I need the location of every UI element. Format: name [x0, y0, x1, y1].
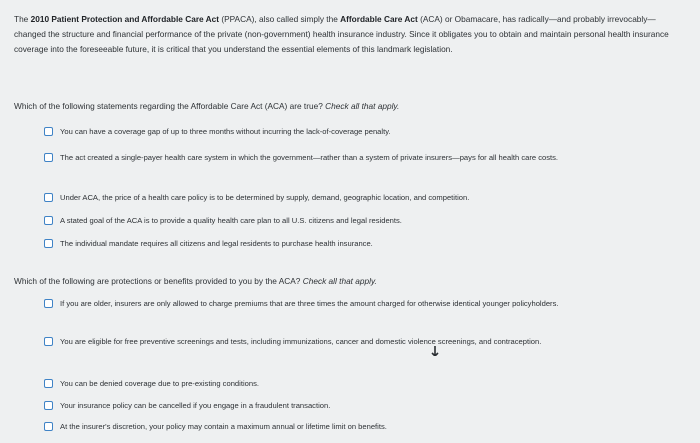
q2-option-5-checkbox[interactable] [44, 422, 53, 431]
q2-option-3-label: You can be denied coverage due to pre-existing conditions. [60, 379, 259, 388]
q2-option-2-checkbox[interactable] [44, 337, 53, 346]
q1-option-4[interactable] [44, 214, 674, 228]
q2-option-1[interactable] [44, 297, 634, 311]
q1-option-5-checkbox[interactable] [44, 239, 53, 248]
q2-option-2-label: You are eligible for free preventive screenings and tests, including immunizations, cancer and domestic violence screenings, and contraception. [60, 337, 542, 346]
q2-option-3[interactable] [44, 377, 674, 391]
q2-option-3-checkbox[interactable] [44, 379, 53, 388]
intro-aca-name: Affordable Care Act [340, 14, 418, 24]
q2-option-5-label: At the insurer's discretion, your policy may contain a maximum annual or lifetime limit on benefits. [60, 422, 387, 431]
question-2-text: Which of the following are protections or benefits provided to you by the ACA? [14, 276, 303, 286]
q2-option-4-checkbox[interactable] [44, 401, 53, 410]
q1-option-2[interactable] [44, 151, 634, 165]
q2-option-4-label: Your insurance policy can be cancelled if you engage in a fraudulent transaction. [60, 401, 331, 410]
mouse-cursor-icon [430, 346, 440, 356]
q1-option-1[interactable] [44, 125, 664, 139]
q1-option-3-checkbox[interactable] [44, 193, 53, 202]
intro-act-name: 2010 Patient Protection and Affordable Care Act [30, 14, 220, 24]
intro-text-2: (PPACA), also called simply the [219, 14, 341, 24]
q1-option-5-label: The individual mandate requires all citizens and legal residents to purchase health insurance. [60, 239, 373, 248]
q2-option-1-checkbox[interactable] [44, 299, 53, 308]
q2-option-1-label: If you are older, insurers are only allowed to charge premiums that are three times the amount charged for otherwise identical younger policyholders. [60, 299, 559, 308]
question-2-instruction: Check all that apply. [302, 276, 377, 286]
intro-text-1: The [14, 14, 31, 24]
intro-text-3: (ACA) or Obamacare, has radically—and probably irrevocably—changed the structure and financial performance of the private (non-government) health insurance industry. Since it obligates you to obtain and maintain personal health insurance coverage into the foreseeable future, it is critical that you understand the essential elements of this landmark legislation. [14, 14, 669, 54]
q2-option-5[interactable] [44, 420, 674, 434]
q2-option-4[interactable] [44, 399, 674, 413]
question-1-instruction: Check all that apply. [325, 101, 400, 111]
question-2-prompt [14, 276, 377, 286]
q1-option-5[interactable] [44, 237, 674, 251]
q2-option-2[interactable] [44, 335, 614, 349]
q1-option-2-checkbox[interactable] [44, 153, 53, 162]
q1-option-2-label: The act created a single-payer health care system in which the government—rather than a system of private insurers—pays for all health care costs. [60, 153, 559, 162]
q1-option-1-label: You can have a coverage gap of up to three months without incurring the lack-of-coverage penalty. [60, 127, 391, 136]
question-1-text: Which of the following statements regarding the Affordable Care Act (ACA) are true? [14, 101, 326, 111]
q1-option-4-checkbox[interactable] [44, 216, 53, 225]
q1-option-1-checkbox[interactable] [44, 127, 53, 136]
q1-option-3-label: Under ACA, the price of a health care policy is to be determined by supply, demand, geographic location, and competition. [60, 193, 470, 202]
q1-option-4-label: A stated goal of the ACA is to provide a quality health care plan to all U.S. citizens and legal residents. [60, 216, 402, 225]
question-1-prompt [14, 101, 399, 111]
q1-option-3[interactable] [44, 191, 674, 205]
intro-paragraph [14, 12, 686, 57]
